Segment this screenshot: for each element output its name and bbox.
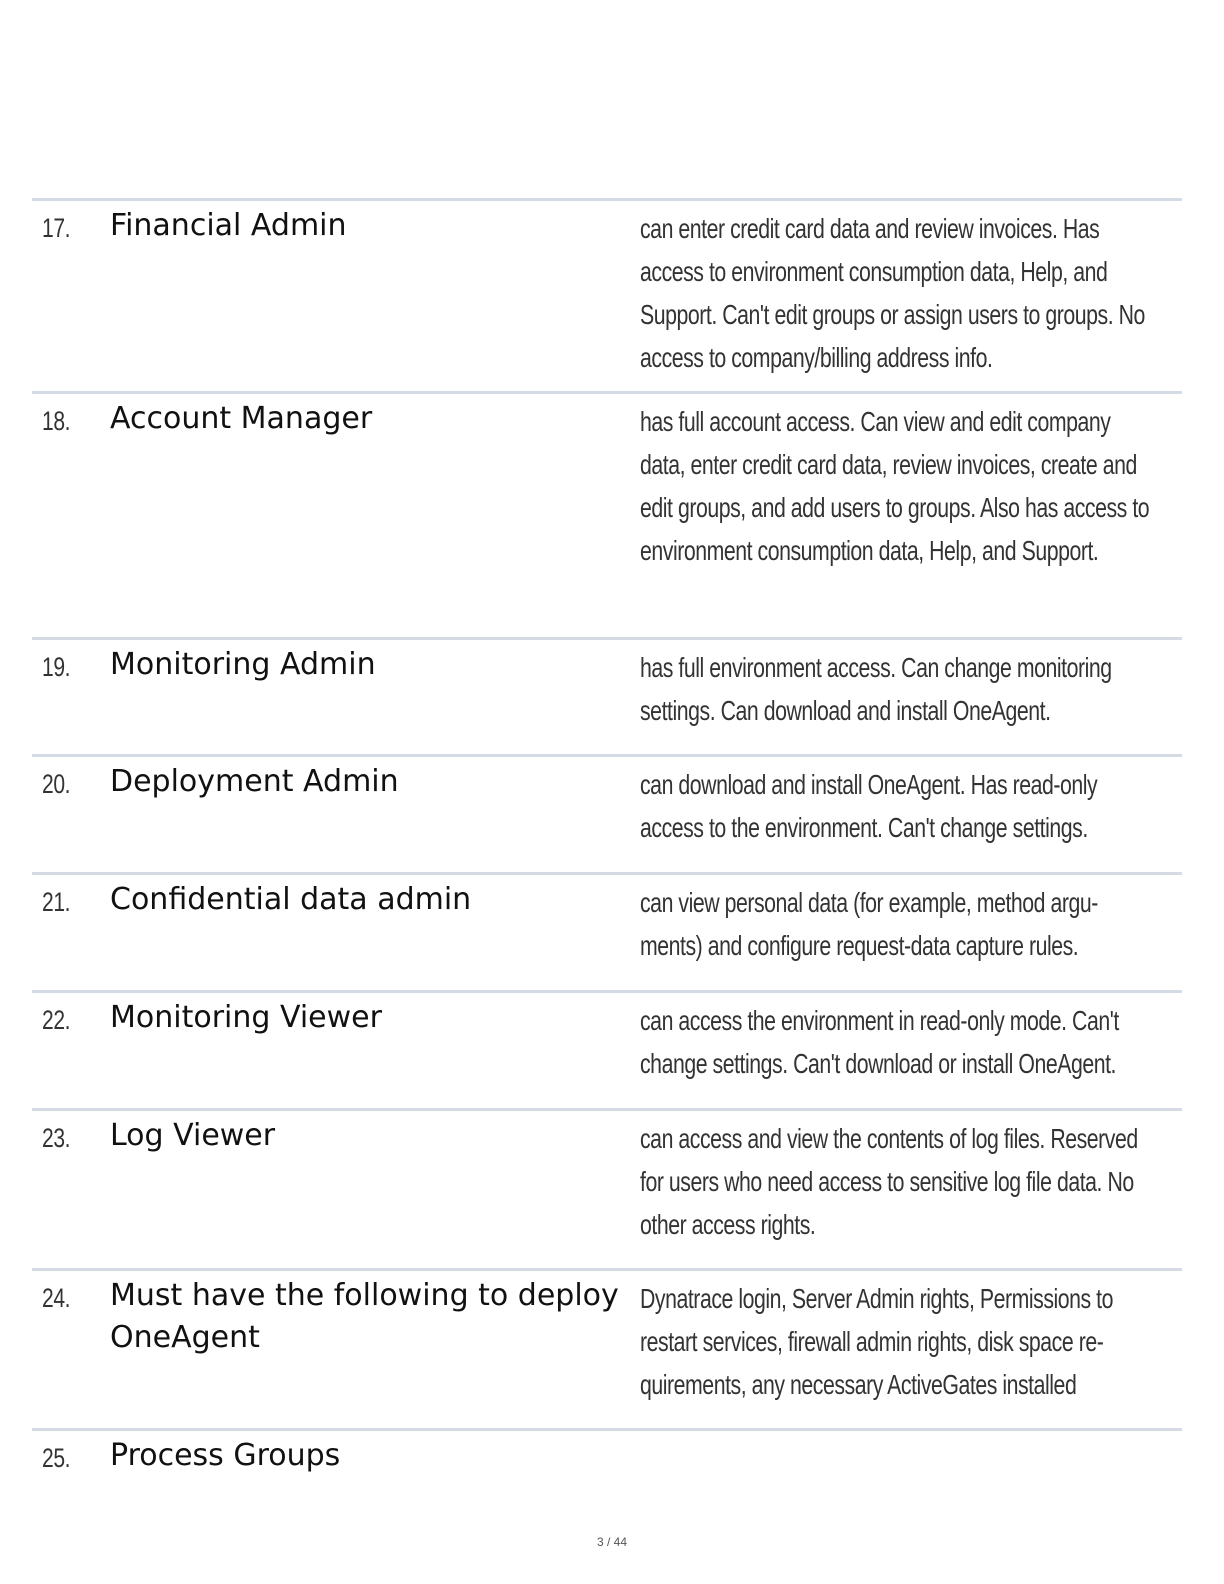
table-row: [32, 1428, 1182, 1501]
row-definition: can view personal data (for example, method argu-ments) and configure request-data capture rules.: [640, 887, 1098, 961]
row-definition: has full account access. Can view and edit company data, enter credit card data, review invoices, create and edit groups, and add users to groups. Also has access to environment consumption data, Help, and Support.: [640, 406, 1150, 566]
row-definition: can access the environment in read-only mode. Can't change settings. Can't download or install OneAgent.: [640, 1005, 1119, 1079]
page-indicator: 3 / 44: [596, 1535, 628, 1549]
table-row: [32, 990, 1182, 1108]
table-row: [32, 391, 1182, 637]
table-row: [32, 754, 1182, 872]
row-number: 20.: [42, 769, 71, 799]
row-number: 21.: [42, 887, 71, 917]
row-number: 18.: [42, 406, 71, 436]
table-row: [32, 198, 1182, 391]
row-term: Log Viewer: [110, 1118, 276, 1153]
row-definition: can download and install OneAgent. Has read-only access to the environment. Can't change settings.: [640, 769, 1098, 843]
row-term: Deployment Admin: [110, 764, 399, 799]
row-term: Financial Admin: [110, 208, 347, 243]
row-term: Monitoring Viewer: [110, 1000, 382, 1035]
table-row: [32, 872, 1182, 990]
table-row: [32, 1108, 1182, 1268]
glossary-table: [32, 198, 1182, 1501]
row-definition: can enter credit card data and review invoices. Has access to environment consumption data, Help, and Support. Can't edit groups or assign users to groups. No access to company/billing address info.: [640, 213, 1145, 373]
row-number: 19.: [42, 652, 71, 682]
row-term: Monitoring Admin: [110, 647, 376, 682]
row-number: 23.: [42, 1123, 71, 1153]
table-row: [32, 637, 1182, 754]
row-definition: can access and view the contents of log files. Reserved for users who need access to sensitive log file data. No other access rights.: [640, 1123, 1138, 1240]
row-number: 22.: [42, 1005, 71, 1035]
row-term: Confidential data admin: [110, 882, 472, 917]
row-term: Must have the following to deploy OneAgent: [110, 1278, 619, 1355]
row-number: 25.: [42, 1443, 71, 1473]
row-number: 24.: [42, 1283, 71, 1313]
row-term: Account Manager: [110, 401, 373, 436]
row-number: 17.: [42, 213, 71, 243]
row-definition: has full environment access. Can change monitoring settings. Can download and install OneAgent.: [640, 652, 1112, 726]
table-row: [32, 1268, 1182, 1428]
row-definition: Dynatrace login, Server Admin rights, Permissions to restart services, firewall admin rights, disk space re-quirements, any necessary ActiveGates installed: [640, 1283, 1114, 1400]
row-term: Process Groups: [110, 1438, 341, 1473]
